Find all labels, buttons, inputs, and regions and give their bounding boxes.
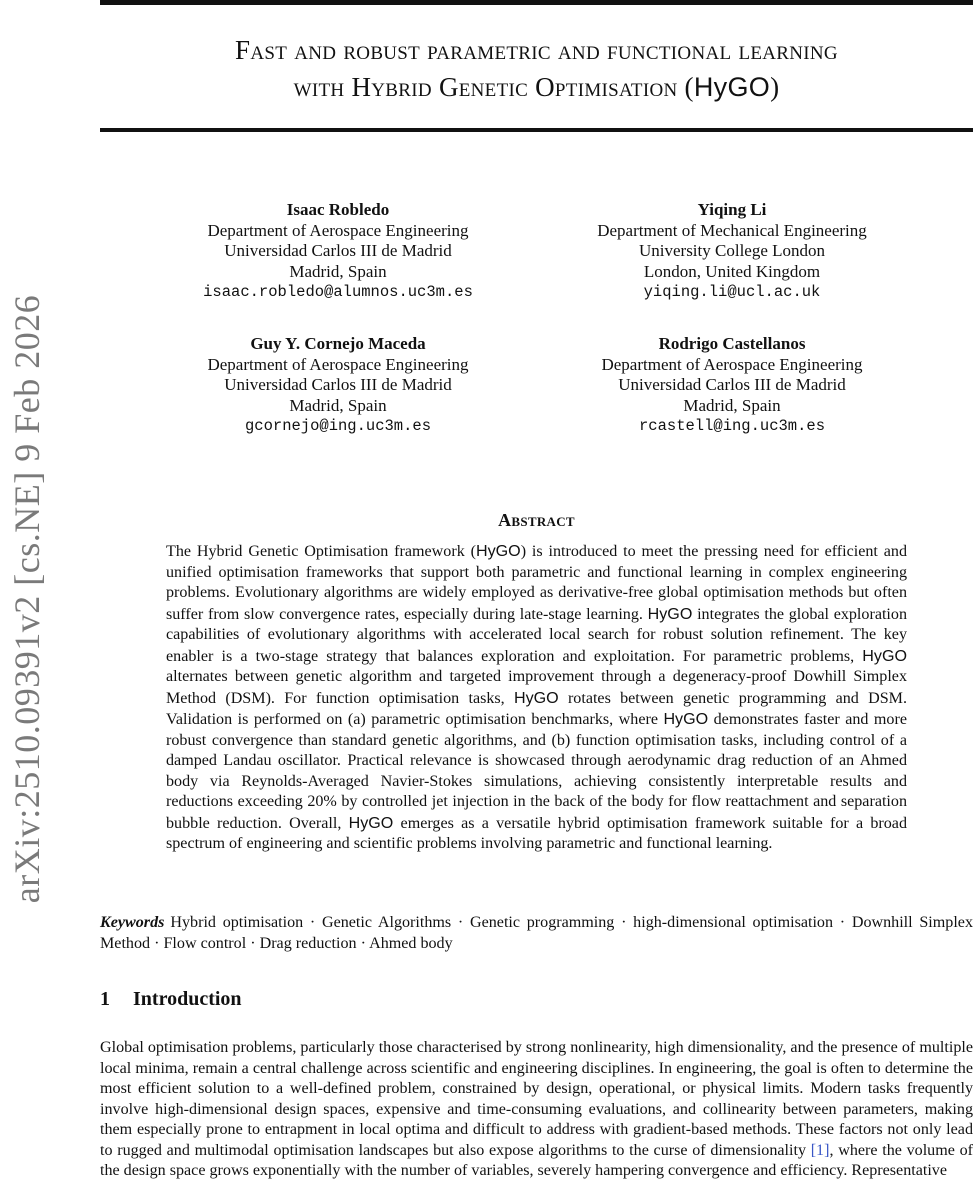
author-block-2 [552, 200, 912, 303]
author-email[interactable]: rcastell@ing.uc3m.es [638, 417, 826, 435]
section-number: 1 [100, 988, 110, 1010]
author-block-4 [552, 334, 912, 437]
paper-title [100, 32, 973, 106]
author-block-1 [158, 200, 518, 303]
section-heading-introduction [100, 988, 242, 1011]
author-email[interactable]: isaac.robledo@alumnos.uc3m.es [203, 283, 473, 301]
keywords [100, 913, 973, 954]
author-dept: Department of Aerospace Engineering [601, 354, 863, 374]
abstract-heading: Abstract [498, 510, 575, 530]
author-location: Madrid, Spain [683, 395, 781, 415]
author-name: Isaac Robledo [286, 200, 390, 219]
hygo-brand: HyGO [862, 646, 907, 665]
author-institution: Universidad Carlos III de Madrid [224, 375, 452, 394]
hygo-brand: HyGO [513, 688, 559, 707]
title-line-2: with Hybrid Genetic Optimisation (HyGO) [293, 72, 780, 102]
author-name: Yiqing Li [697, 200, 767, 219]
hygo-brand: HyGO [647, 604, 693, 623]
title-brand: HyGO [693, 72, 771, 102]
top-rule [100, 0, 973, 5]
author-email[interactable]: yiqing.li@ucl.ac.uk [643, 283, 821, 301]
hygo-brand: HyGO [348, 813, 394, 832]
author-dept: Department of Aerospace Engineering [207, 220, 469, 240]
author-location: Madrid, Spain [289, 395, 387, 415]
author-location: London, United Kingdom [643, 261, 821, 281]
author-block-3 [158, 334, 518, 437]
introduction-paragraph: Global optimisation problems, particularly those characterised by strong nonlinearity, high dimensionality, and the presence of multiple local minima, remain a central challenge across scientific and engineering disciplines. In engineering, the goal is often to determine the most efficient solution to a well-defined problem, constrained by design, operational, or physical limits. Modern tasks frequently involve high-dimensional design spaces, expensive and time-consuming evaluations, and collinearity between parameters, making them especially prone to entrapment in local optima and difficult to address with gradient-based methods. These factors not only lead to rugged and multimodal optimisation landscapes but also expose algorithms to the curse of dimensionality [1], where the volume of the design space grows exponentially with the number of variables, severely hampering convergence and efficiency. Representative [100, 1039, 973, 1179]
author-dept: Department of Mechanical Engineering [597, 220, 867, 240]
keywords-list: Hybrid optimisation · Genetic Algorithms · Genetic programming · high-dimensional optimisation · Downhill Simplex Method · Flow control · Drag reduction · Ahmed body [100, 914, 973, 952]
author-institution: Universidad Carlos III de Madrid [618, 375, 846, 394]
author-institution: Universidad Carlos III de Madrid [224, 241, 452, 260]
hygo-brand: HyGO [663, 710, 709, 728]
section-title: Introduction [133, 988, 242, 1010]
author-location: Madrid, Spain [289, 261, 387, 281]
author-dept: Department of Aerospace Engineering [207, 354, 469, 374]
author-name: Rodrigo Castellanos [658, 334, 806, 353]
author-name: Guy Y. Cornejo Maceda [250, 334, 426, 353]
title-bottom-rule [100, 128, 973, 132]
author-institution: University College London [638, 241, 826, 260]
abstract-body: The Hybrid Genetic Optimisation framework (HyGO) is introduced to meet the pressing need for efficient and unified optimisation frameworks that support both parametric and functional learning in complex engineering problems. Evolutionary algorithms are widely employed as derivative-free global optimisation methods but often suffer from slow convergence rates, especially during late-stage learning. HyGO integrates the global exploration capabilities of evolutionary algorithms with accelerated local search for robust solution refinement. The key enabler is a two-stage strategy that balances exploration and exploitation. For parametric problems, HyGO alternates between genetic algorithm and targeted improvement through a degeneracy-proof Dowhill Simplex Method (DSM). For function optimisation tasks, HyGO rotates between genetic programming and DSM. Validation is performed on (a) parametric optimisation benchmarks, where HyGO demonstrates faster and more robust convergence than standard genetic algorithms, and (b) function optimisation tasks, including control of a damped Landau oscillator. Practical relevance is showcased through aerodynamic drag reduction of an Ahmed body via Reynolds-Averaged Navier-Stokes simulations, achieving consistently interpretable results and reductions exceeding 20% by controlled jet injection in the back of the body for flow reattachment and separation bubble reduction. Overall, HyGO emerges as a versatile hybrid optimisation framework suitable for a broad spectrum of engineering and scientific problems involving parametric and functional learning. [166, 542, 908, 852]
title-line-1: Fast and robust parametric and functional learning [235, 35, 838, 65]
author-email[interactable]: gcornejo@ing.uc3m.es [244, 417, 432, 435]
hygo-brand: HyGO [475, 542, 521, 560]
citation-link[interactable]: [1] [810, 1141, 830, 1159]
keywords-label: Keywords [100, 914, 165, 931]
arxiv-identifier-stamp[interactable]: arXiv:2510.09391v2 [cs.NE] 9 Feb 2026 [7, 294, 47, 904]
